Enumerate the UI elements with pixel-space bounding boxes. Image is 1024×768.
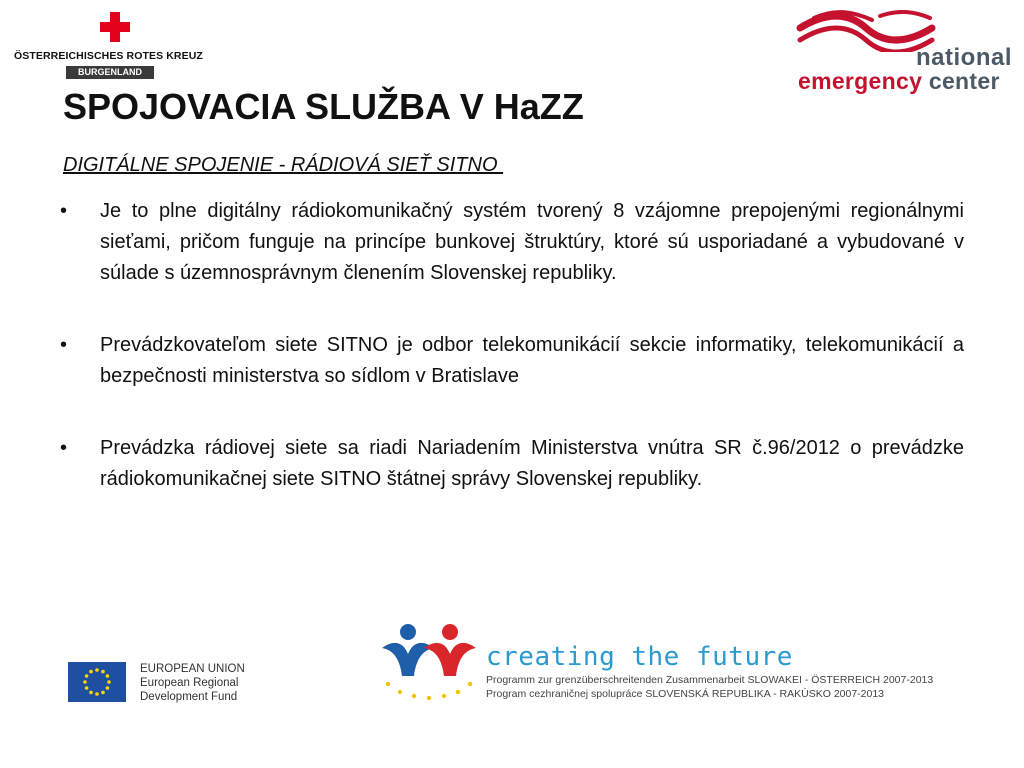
ctf-line-slovak: Program cezhraničnej spolupráce SLOVENSKÁ REPUBLIKA - RAKÚSKO 2007-2013	[486, 688, 885, 700]
bullet-item	[60, 330, 964, 392]
bullet-icon: •	[60, 200, 68, 222]
eu-logo	[68, 662, 268, 704]
nec-word-center: center	[928, 68, 1000, 94]
people-figures-icon	[374, 618, 484, 708]
bullet-text: Je to plne digitálny rádiokomunikačný systém tvorený 8 vzájomne prepojenými regionálnymi sieťami, pričom funguje na princípe bunkovej štruktúry, ktoré sú usporiadané a vybudované v súlade s územnosprávnym členením Slovenskej republiky.	[100, 200, 964, 284]
red-cross-region: BURGENLAND	[66, 66, 154, 79]
creating-the-future-logo	[374, 618, 974, 708]
nec-line-national: national	[916, 44, 1013, 71]
eu-line-fund: Development Fund	[140, 691, 238, 703]
bullet-item	[60, 433, 964, 495]
nec-word-emergency: emergency	[798, 68, 923, 94]
national-emergency-center-logo	[796, 10, 1018, 98]
bullet-text: Prevádzka rádiovej siete sa riadi Nariadením Ministerstva vnútra SR č.96/2012 o prevádzke rádiokomunikačnej siete SITNO štátnej správy Slovenskej republiky.	[100, 437, 964, 490]
red-cross-icon	[100, 12, 130, 42]
nec-waves-icon	[796, 10, 936, 52]
red-cross-logo	[12, 10, 202, 82]
bullet-icon: •	[60, 437, 68, 459]
nec-line-emergency-center	[798, 68, 1000, 95]
slide-subtitle: DIGITÁLNE SPOJENIE - RÁDIOVÁ SIEŤ SITNO	[63, 154, 504, 176]
bullet-icon: •	[60, 334, 68, 356]
ctf-line-german: Programm zur grenzüberschreitenden Zusammenarbeit SLOWAKEI - ÖSTERREICH 2007-2013	[486, 674, 934, 686]
bullet-list	[60, 196, 964, 536]
bullet-text: Prevádzkovateľom siete SITNO je odbor telekomunikácií sekcie informatiky, telekomunikácií a bezpečnosti ministerstva so sídlom v Bratislave	[100, 334, 964, 387]
eu-line-union: EUROPEAN UNION	[140, 663, 245, 675]
slide-title: SPOJOVACIA SLUŽBA V HaZZ	[63, 86, 584, 127]
eu-line-regional: European Regional	[140, 677, 239, 689]
ctf-tagline: creating the future	[486, 642, 793, 672]
bullet-item	[60, 196, 964, 289]
eu-flag-icon	[68, 662, 126, 702]
red-cross-name: ÖSTERREICHISCHES ROTES KREUZ	[14, 50, 203, 62]
eu-text	[140, 662, 268, 704]
